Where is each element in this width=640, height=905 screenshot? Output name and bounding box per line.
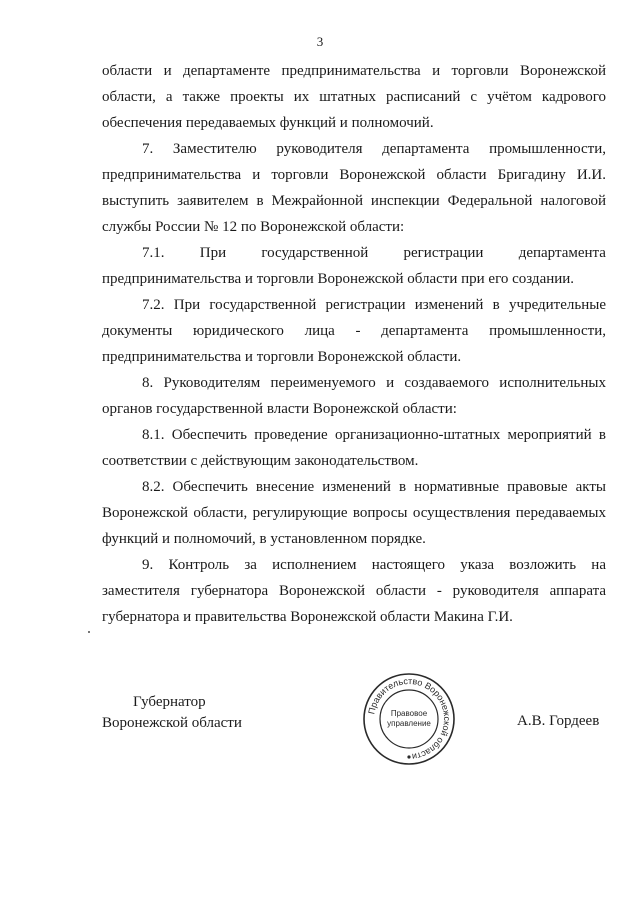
signatory-title-line-1: Губернатор — [133, 694, 206, 710]
official-stamp — [362, 672, 456, 766]
stamp-center-line-2: управление — [387, 719, 431, 728]
paragraph-item-7-1-rest: предпринимательства и торговли Воронежской области при его создании. — [102, 271, 575, 287]
paragraph-item-7: 7. Заместителю руководителя департамента промышленности, предпринимательства и торговли Воронежской области Бригадину И.И. выступить заявителем в Межрайонной инспекции Федеральной налоговой службы России № 12 по Воронежской области: — [102, 141, 606, 235]
paragraph-item-8-1: 8.1. Обеспечить проведение организационно-штатных мероприятий в соответствии с действующим законодательством. — [102, 427, 606, 469]
item-7-1-word: 7.1. — [142, 245, 165, 261]
item-7-1-word: государственной — [261, 245, 369, 261]
signatory-name: А.В. Гордеев — [517, 713, 600, 729]
signatory-title-line-2: Воронежской области — [102, 715, 242, 731]
paragraph-item-7-1-first-line — [102, 240, 606, 266]
paragraph-item-8-2: 8.2. Обеспечить внесение изменений в нормативные правовые акты Воронежской области, регулирующие вопросы осуществления передаваемых функций и полномочий, в установленном порядке. — [102, 479, 606, 547]
stamp-center-line-1: Правовое — [390, 709, 428, 718]
paragraph-item-8: 8. Руководителям переименуемого и создаваемого исполнительных органов государственной власти Воронежской области: — [102, 375, 606, 417]
stamp-bottom-dot — [407, 755, 410, 758]
item-7-1-word: регистрации — [403, 245, 484, 261]
item-7-1-word: При — [199, 245, 227, 261]
item-7-1-word: департамента — [518, 245, 606, 261]
document-body — [102, 58, 606, 630]
signatory-title — [102, 692, 242, 734]
stamp-ring-text: Правительство Воронежской области — [366, 675, 453, 762]
scan-speck — [88, 631, 90, 633]
paragraph-continuation: области и департаменте предпринимательства и торговли Воронежской области, а также проекты их штатных расписаний с учётом кадрового обеспечения передаваемых функций и полномочий. — [102, 63, 606, 131]
paragraph-item-7-2: 7.2. При государственной регистрации изменений в учредительные документы юридического лица - департамента промышленности, предпринимательства и торговли Воронежской области. — [102, 297, 606, 365]
page-number: 3 — [316, 34, 324, 49]
paragraph-item-9: 9. Контроль за исполнением настоящего указа возложить на заместителя губернатора Воронежской области - руководителя аппарата губернатора и правительства Воронежской области Макина Г.И. — [102, 557, 606, 625]
